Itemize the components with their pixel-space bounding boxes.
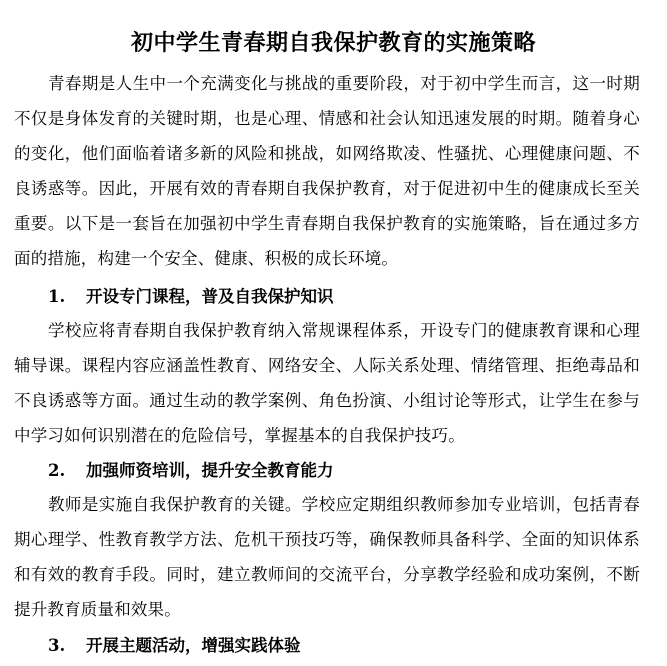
section-body-1: 学校应将青春期自我保护教育纳入常规课程体系，开设专门的健康教育课和心理辅导课。课程内容应涵盖性教育、网络安全、人际关系处理、情绪管理、拒绝毒品和不良诱惑等方面。通过生动的教学案例、角色扮演、小组讨论等形式，让学生在参与中学习如何识别潜在的危险信号，掌握基本的自我保护技巧。 <box>14 321 640 445</box>
section-heading-1 <box>48 279 334 314</box>
section-heading-3 <box>48 628 301 663</box>
section-number-2: 2. <box>48 461 66 480</box>
section-number-1: 1. <box>48 287 66 306</box>
document-title: 初中学生青春期自我保护教育的实施策略 <box>130 31 536 56</box>
intro-paragraph: 青春期是人生中一个充满变化与挑战的重要阶段，对于初中学生而言，这一时期不仅是身体发育的关键时期，也是心理、情感和社会认知迅速发展的时期。随着身心的变化，他们面临着诸多新的风险和挑战，如网络欺凌、性骚扰、心理健康问题、不良诱惑等。因此，开展有效的青春期自我保护教育，对于促进初中生的健康成长至关重要。以下是一套旨在加强初中学生青春期自我保护教育的实施策略，旨在通过多方面的措施，构建一个安全、健康、积极的成长环境。 <box>14 74 640 268</box>
section-heading-text-3: 开展主题活动，增强实践体验 <box>86 636 301 655</box>
section-heading-text-2: 加强师资培训，提升安全教育能力 <box>86 461 334 480</box>
section-heading-2 <box>48 453 334 488</box>
section-number-3: 3. <box>48 636 66 655</box>
section-body-2: 教师是实施自我保护教育的关键。学校应定期组织教师参加专业培训，包括青春期心理学、性教育教学方法、危机干预技巧等，确保教师具备科学、全面的知识体系和有效的教育手段。同时，建立教师间的交流平台，分享教学经验和成功案例，不断提升教育质量和效果。 <box>14 495 640 619</box>
section-heading-text-1: 开设专门课程，普及自我保护知识 <box>86 287 334 306</box>
